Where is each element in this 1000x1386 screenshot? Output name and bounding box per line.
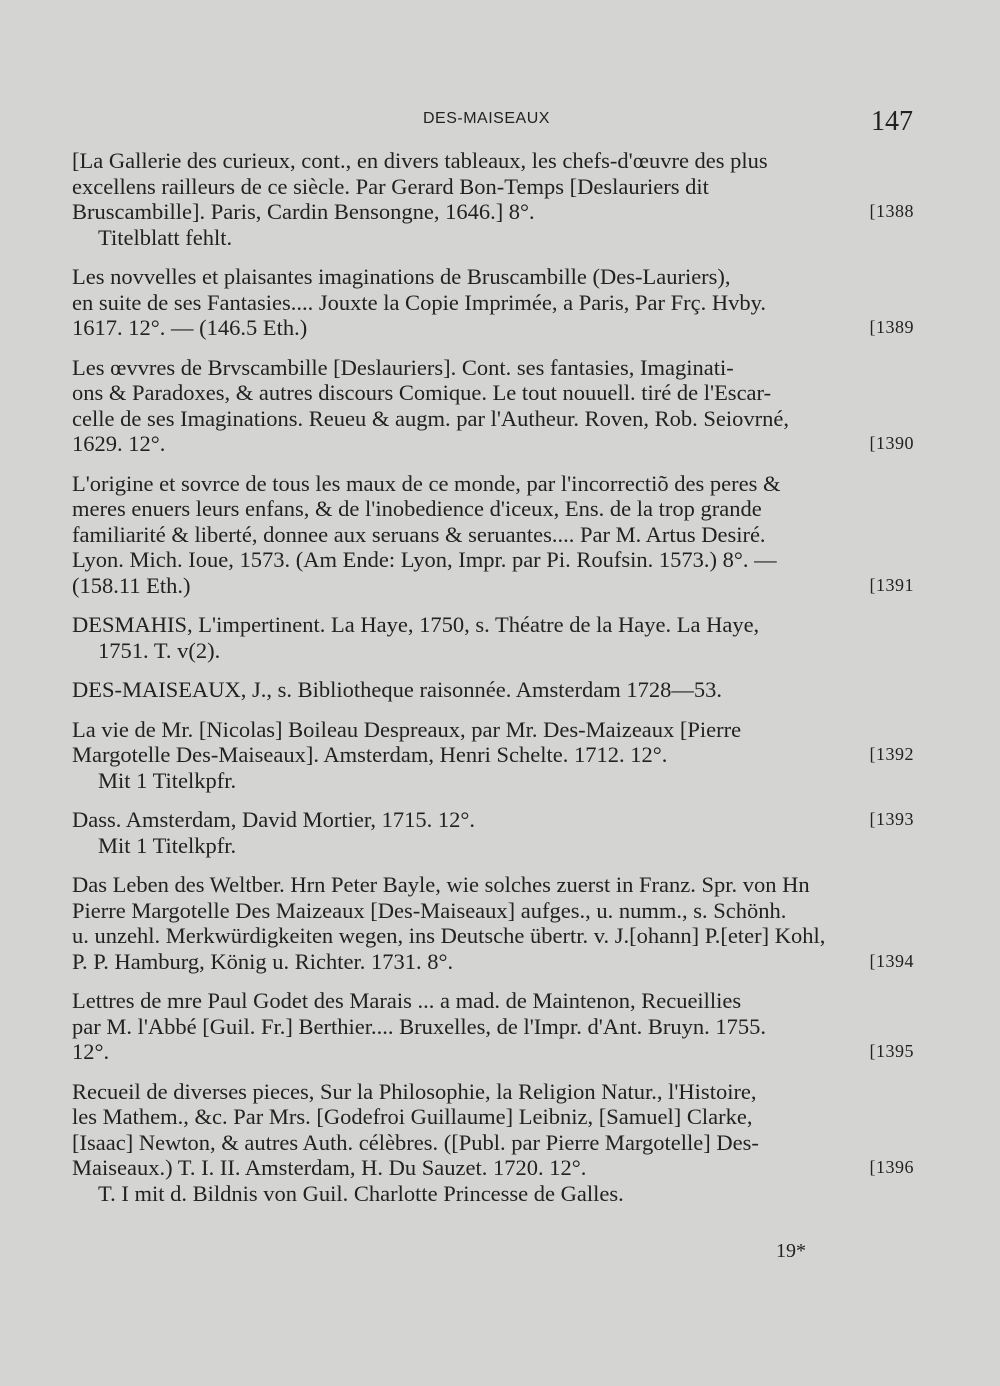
entry-text: par M. l'Abbé [Guil. Fr.] Berthier.... Bruxelles, de l'Impr. d'Ant. Bruyn. 1755.: [72, 1013, 766, 1039]
entry-line: [72, 742, 914, 768]
entry-line: [72, 923, 914, 949]
entry-number: [1392: [869, 744, 914, 764]
catalog-entry: [72, 471, 914, 599]
entry-text: 12°.: [72, 1039, 110, 1064]
entry-line: [72, 148, 914, 174]
entry-line: [72, 1039, 914, 1065]
entry-text: Recueil de diverses pieces, Sur la Philosophie, la Religion Natur., l'Histoire,: [72, 1078, 757, 1104]
entry-text: [Isaac] Newton, & autres Auth. célèbres. ([Publ. par Pierre Margotelle] Des-: [72, 1129, 759, 1155]
catalog-entry: [72, 807, 914, 858]
entry-line: [72, 522, 914, 548]
entry-line: [72, 612, 914, 638]
entry-number: [1393: [869, 809, 914, 829]
entry-line: [72, 949, 914, 975]
page-header: [0, 104, 1000, 140]
entry-note: [72, 638, 914, 664]
entry-text: La vie de Mr. [Nicolas] Boileau Despreaux, par Mr. Des-Maizeaux [Pierre: [72, 716, 742, 742]
entry-text: en suite de ses Fantasies.... Jouxte la Copie Imprimée, a Paris, Par Frç. Hvby.: [72, 289, 767, 315]
entry-text: excellens railleurs de ce siècle. Par Gerard Bon-Temps [Deslauriers dit: [72, 173, 709, 199]
entry-number: [1388: [869, 201, 914, 221]
entry-text: meres enuers leurs enfans, & de l'inobedience d'iceux, Ens. de la trop grande: [72, 496, 762, 521]
entry-note: [72, 225, 914, 251]
entry-text: Das Leben des Weltber. Hrn Peter Bayle, wie solches zuerst in Franz. Spr. von Hn: [72, 872, 810, 897]
entry-number: [1395: [869, 1041, 914, 1061]
entry-note-text: Mit 1 Titelkpfr.: [98, 832, 237, 858]
entry-line: [72, 1155, 914, 1181]
entry-line: [72, 174, 914, 200]
entry-text: les Mathem., &c. Par Mrs. [Godefroi Guillaume] Leibniz, [Samuel] Clarke,: [72, 1104, 753, 1129]
entry-text: 1617. 12°. — (146.5 Eth.): [72, 315, 308, 340]
entry-text: Les œvvres de Brvscambille [Deslauriers]. Cont. ses fantasies, Imaginati-: [72, 354, 734, 380]
entry-line: [72, 573, 914, 599]
catalog-entry: [72, 612, 914, 663]
entry-note: [72, 768, 914, 794]
entry-line: [72, 988, 914, 1014]
entry-text: DES-MAISEAUX, J., s. Bibliotheque raisonnée. Amsterdam 1728—53.: [72, 677, 722, 702]
entry-number: [1396: [869, 1157, 914, 1177]
entry-line: [72, 431, 914, 457]
entry-line: [72, 677, 914, 703]
entry-text: Maiseaux.) T. I. II. Amsterdam, H. Du Sauzet. 1720. 12°.: [72, 1155, 587, 1180]
entry-line: [72, 290, 914, 316]
entry-text: Lyon. Mich. Ioue, 1573. (Am Ende: Lyon, Impr. par Pi. Roufsin. 1573.) 8°. —: [72, 547, 777, 572]
catalog-entry: [72, 355, 914, 457]
entry-text: ons & Paradoxes, & autres discours Comique. Le tout nouuell. tiré de l'Escar-: [72, 380, 772, 405]
entry-text: P. P. Hamburg, König u. Richter. 1731. 8°.: [72, 948, 454, 974]
entry-line: [72, 355, 914, 381]
entry-line: [72, 872, 914, 898]
entry-text: familiarité & liberté, donnee aux seruans & seruantes.... Par M. Artus Desiré.: [72, 521, 766, 547]
entry-text: DESMAHIS, L'impertinent. La Haye, 1750, s. Théatre de la Haye. La Haye,: [72, 612, 760, 637]
entry-note-text: Titelblatt fehlt.: [98, 224, 233, 250]
entry-note-text: T. I mit d. Bildnis von Guil. Charlotte Princesse de Galles.: [98, 1180, 624, 1206]
running-title: DES-MAISEAUX: [423, 110, 550, 127]
entry-text: Lettres de mre Paul Godet des Marais ... a mad. de Maintenon, Recueillies: [72, 988, 742, 1013]
entry-note-text: Mit 1 Titelkpfr.: [98, 767, 237, 793]
catalog-entries: [72, 148, 914, 1220]
entry-line: [72, 807, 914, 833]
entry-text: Pierre Margotelle Des Maizeaux [Des-Maiseaux] aufges., u. numm., s. Schönh.: [72, 897, 787, 923]
entry-line: [72, 717, 914, 743]
entry-number: [1389: [869, 317, 914, 337]
entry-number: [1390: [869, 433, 914, 453]
catalog-entry: [72, 717, 914, 794]
entry-line: [72, 380, 914, 406]
entry-line: [72, 547, 914, 573]
catalog-entry: [72, 1079, 914, 1207]
entry-note: [72, 1181, 914, 1207]
entry-text: Les novvelles et plaisantes imaginations de Bruscambille (Des-Lauriers),: [72, 264, 731, 289]
entry-line: [72, 496, 914, 522]
entry-line: [72, 406, 914, 432]
entry-note: [72, 833, 914, 859]
catalog-entry: [72, 677, 914, 703]
entry-line: [72, 1079, 914, 1105]
entry-line: [72, 199, 914, 225]
page-number: 147: [871, 106, 913, 137]
entry-text: [La Gallerie des curieux, cont., en divers tableaux, les chefs-d'œuvre des plus: [72, 148, 768, 173]
entry-note-text: 1751. T. v(2).: [98, 637, 221, 663]
catalog-entry: [72, 988, 914, 1065]
entry-line: [72, 898, 914, 924]
entry-text: L'origine et sovrce de tous les maux de ce monde, par l'incorrectiõ des peres &: [72, 470, 781, 496]
catalog-entry: [72, 148, 914, 250]
signature-mark: 19*: [776, 1240, 806, 1262]
entry-text: Bruscambille]. Paris, Cardin Bensongne, 1646.] 8°.: [72, 199, 535, 224]
entry-line: [72, 1014, 914, 1040]
catalog-entry: [72, 872, 914, 974]
entry-line: [72, 315, 914, 341]
entry-line: [72, 264, 914, 290]
entry-text: Margotelle Des-Maiseaux]. Amsterdam, Henri Schelte. 1712. 12°.: [72, 742, 668, 767]
entry-text: 1629. 12°.: [72, 431, 166, 456]
entry-line: [72, 1130, 914, 1156]
catalog-entry: [72, 264, 914, 341]
entry-text: (158.11 Eth.): [72, 572, 191, 598]
entry-number: [1391: [869, 574, 914, 595]
entry-text: Dass. Amsterdam, David Mortier, 1715. 12°.: [72, 807, 476, 832]
entry-line: [72, 1104, 914, 1130]
entry-text: celle de ses Imaginations. Reueu & augm. par l'Autheur. Roven, Rob. Seiovrné,: [72, 405, 790, 431]
entry-line: [72, 471, 914, 497]
entry-text: u. unzehl. Merkwürdigkeiten wegen, ins Deutsche übertr. v. J.[ohann] P.[eter] Kohl,: [72, 923, 826, 948]
entry-number: [1394: [869, 950, 914, 971]
